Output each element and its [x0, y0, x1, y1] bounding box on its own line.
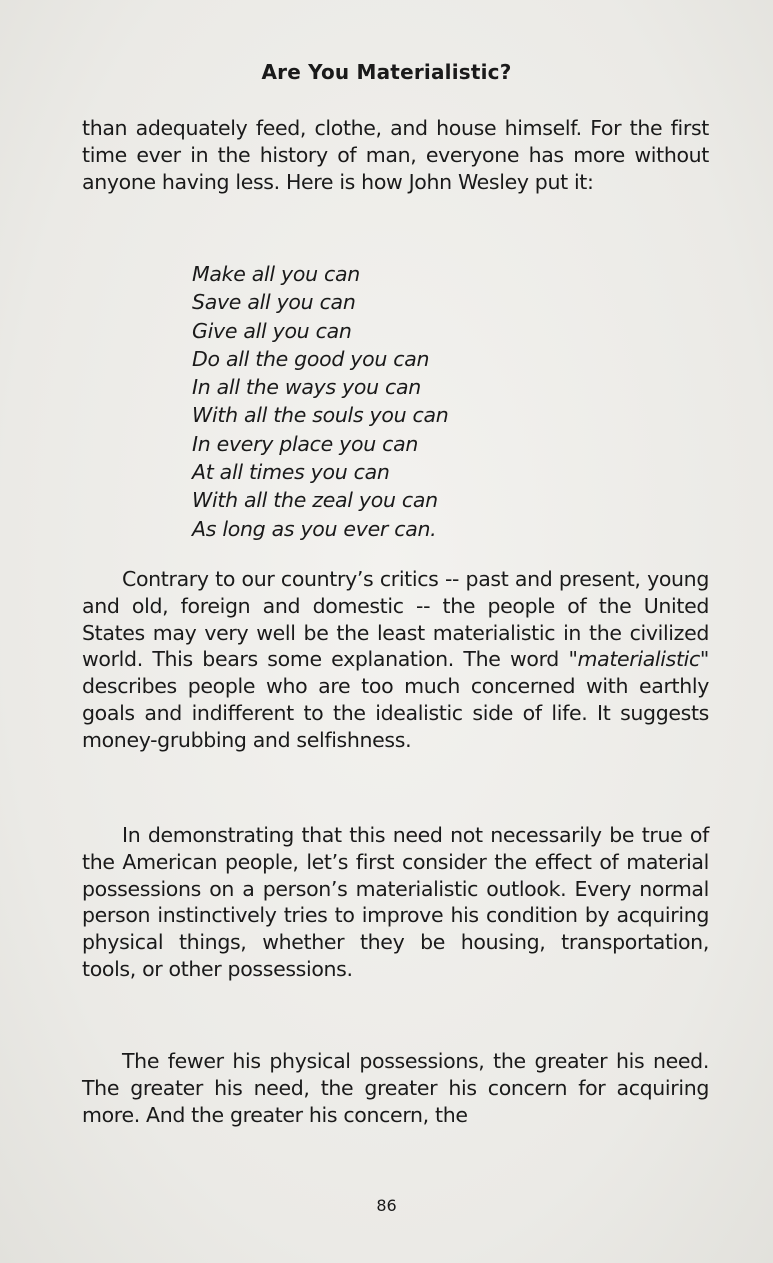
paragraph-2-part-2: describes people who are too much concerned with earthly goals and indifferent to the idealistic side of life. It suggests money-grubbing and selfishness. — [82, 674, 709, 752]
emphasized-term: "materialistic" — [568, 647, 709, 672]
wesley-quote — [192, 260, 448, 543]
quote-line: Make all you can — [192, 262, 360, 286]
quote-line: With all the zeal you can — [192, 488, 438, 513]
paragraph-2-part-1: Contrary to our country’s critics -- past and present, young and old, foreign and domestic -- the people of the United States may very well be the least materialistic in the civilized world. This bears some explanation. The word — [82, 567, 709, 672]
quote-line: As long as you ever can. — [192, 516, 437, 541]
paragraph-3 — [82, 822, 709, 983]
paragraph-4 — [82, 1048, 709, 1128]
paragraph-4-text: The fewer his physical possessions, the greater his need. The greater his need, the greater his concern for acquiring more. And the greater his concern, the — [82, 1049, 709, 1127]
paragraph-1 — [82, 115, 709, 195]
quote-line: In all the ways you can — [192, 375, 421, 400]
quote-line: Do all the good you can — [192, 346, 430, 371]
page-header-title: Are You Materialistic? — [261, 60, 512, 84]
quote-line: With all the souls you can — [192, 403, 449, 428]
quote-line: Save all you can — [192, 290, 356, 315]
page-number: 86 — [376, 1196, 397, 1215]
paragraph-2 — [82, 566, 709, 754]
paragraph-2-text — [82, 566, 709, 754]
quote-line: Give all you can — [192, 318, 352, 343]
paragraph-1-text: than adequately feed, clothe, and house himself. For the first time ever in the history of man, everyone has more without anyone having less. Here is how John Wesley put it: — [82, 116, 709, 194]
quote-line: In every place you can — [192, 431, 419, 456]
paragraph-3-text: In demonstrating that this need not necessarily be true of the American people, let’s first consider the effect of material possessions on a person’s materialistic outlook. Every normal person instinctively tries to improve his condition by acquiring physical things, whether they be housing, transportation, tools, or other possessions. — [82, 823, 709, 981]
quote-line: At all times you can — [192, 460, 390, 485]
